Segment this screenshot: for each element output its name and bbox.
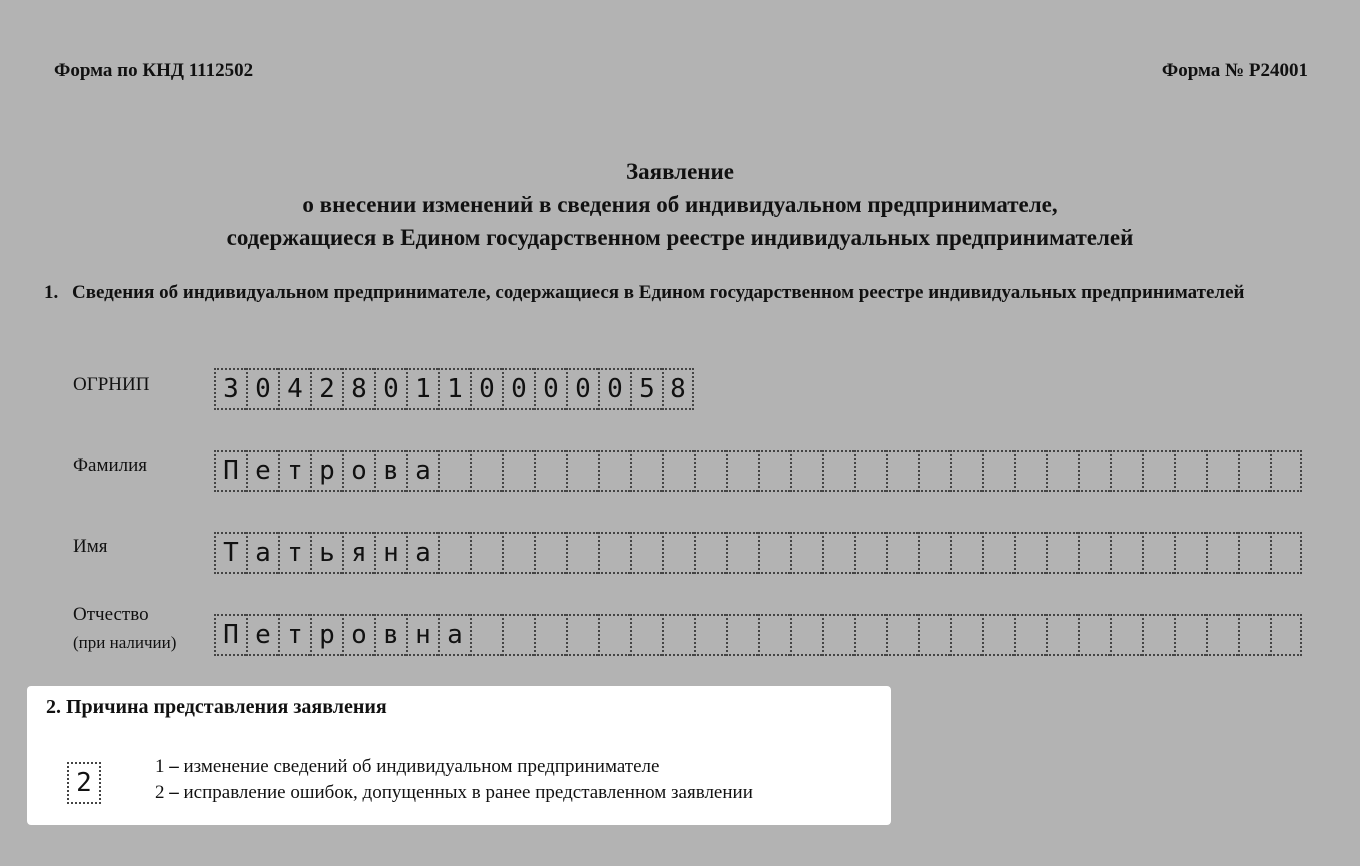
surname-char-cell[interactable] xyxy=(758,450,790,492)
form-knd-code: Форма по КНД 1112502 xyxy=(54,60,254,81)
name-char-cell[interactable] xyxy=(918,532,950,574)
surname-char-cell[interactable] xyxy=(1174,450,1206,492)
form-number: Форма № Р24001 xyxy=(1161,60,1308,81)
surname-char-cell[interactable] xyxy=(1238,450,1270,492)
ogrnip-char-cell[interactable]: 8 xyxy=(662,368,694,410)
patronymic-char-cell[interactable]: о xyxy=(342,614,374,656)
ogrnip-label: ОГРНИП xyxy=(73,374,150,395)
name-char-cell[interactable]: я xyxy=(342,532,374,574)
name-char-cell[interactable]: н xyxy=(374,532,406,574)
surname-char-cell[interactable] xyxy=(1270,450,1302,492)
name-char-cell[interactable] xyxy=(950,532,982,574)
patronymic-char-cell[interactable] xyxy=(694,614,726,656)
name-char-cell[interactable]: Т xyxy=(214,532,246,574)
patronymic-char-cell[interactable] xyxy=(566,614,598,656)
reason-option-1 xyxy=(155,756,659,778)
ogrnip-char-cell[interactable]: 8 xyxy=(342,368,374,410)
patronymic-char-cell[interactable] xyxy=(822,614,854,656)
surname-char-cell[interactable]: е xyxy=(246,450,278,492)
surname-char-cell[interactable] xyxy=(630,450,662,492)
ogrnip-char-cell[interactable]: 0 xyxy=(598,368,630,410)
reason-code-cell[interactable]: 2 xyxy=(67,762,101,804)
ogrnip-char-cell[interactable]: 0 xyxy=(246,368,278,410)
surname-char-cell[interactable] xyxy=(438,450,470,492)
ogrnip-char-cell[interactable]: 4 xyxy=(278,368,310,410)
name-char-cell[interactable] xyxy=(470,532,502,574)
patronymic-char-cell[interactable]: н xyxy=(406,614,438,656)
name-char-cell[interactable] xyxy=(1238,532,1270,574)
name-char-cell[interactable] xyxy=(1078,532,1110,574)
name-char-cell[interactable] xyxy=(886,532,918,574)
surname-char-cell[interactable] xyxy=(534,450,566,492)
patronymic-char-cell[interactable] xyxy=(950,614,982,656)
patronymic-char-cell[interactable] xyxy=(918,614,950,656)
name-char-cell[interactable] xyxy=(662,532,694,574)
surname-char-cell[interactable] xyxy=(502,450,534,492)
patronymic-char-cell[interactable] xyxy=(1046,614,1078,656)
patronymic-char-cell[interactable] xyxy=(886,614,918,656)
ogrnip-char-cell[interactable]: 0 xyxy=(374,368,406,410)
surname-char-cell[interactable] xyxy=(1110,450,1142,492)
surname-char-cell[interactable] xyxy=(470,450,502,492)
ogrnip-char-cell[interactable]: 0 xyxy=(534,368,566,410)
document-subtitle-line-2: содержащиеся в Едином государственном реестре индивидуальных предпринимателей xyxy=(226,225,1134,250)
ogrnip-char-cell[interactable]: 0 xyxy=(502,368,534,410)
surname-char-cell[interactable]: П xyxy=(214,450,246,492)
surname-char-cell[interactable] xyxy=(1078,450,1110,492)
patronymic-label: Отчество xyxy=(73,604,149,625)
patronymic-char-cell[interactable]: П xyxy=(214,614,246,656)
patronymic-char-cell[interactable] xyxy=(1238,614,1270,656)
surname-char-cell[interactable] xyxy=(1142,450,1174,492)
ogrnip-char-cell[interactable]: 0 xyxy=(470,368,502,410)
reason-option-1-dash: – xyxy=(164,756,184,777)
ogrnip-char-cell[interactable]: 2 xyxy=(310,368,342,410)
surname-label: Фамилия xyxy=(73,455,148,476)
surname-char-cell[interactable]: в xyxy=(374,450,406,492)
ogrnip-char-cell[interactable]: 0 xyxy=(566,368,598,410)
surname-char-cell[interactable] xyxy=(726,450,758,492)
name-char-cell[interactable] xyxy=(1142,532,1174,574)
name-char-cell[interactable] xyxy=(758,532,790,574)
section-1-number: 1. xyxy=(44,282,59,303)
patronymic-field[interactable] xyxy=(214,614,1302,656)
section-1-heading xyxy=(44,280,1308,306)
name-char-cell[interactable] xyxy=(982,532,1014,574)
surname-char-cell[interactable] xyxy=(822,450,854,492)
patronymic-char-cell[interactable] xyxy=(790,614,822,656)
ogrnip-char-cell[interactable]: 1 xyxy=(406,368,438,410)
name-char-cell[interactable]: т xyxy=(278,532,310,574)
reason-option-1-text: изменение сведений об индивидуальном предпринимателе xyxy=(183,756,660,777)
name-char-cell[interactable] xyxy=(534,532,566,574)
ogrnip-char-cell[interactable]: 3 xyxy=(214,368,246,410)
name-char-cell[interactable]: а xyxy=(406,532,438,574)
document-title: Заявление xyxy=(625,159,735,184)
patronymic-char-cell[interactable] xyxy=(1078,614,1110,656)
surname-field[interactable] xyxy=(214,450,1302,492)
patronymic-char-cell[interactable] xyxy=(982,614,1014,656)
surname-char-cell[interactable] xyxy=(598,450,630,492)
patronymic-char-cell[interactable] xyxy=(1014,614,1046,656)
patronymic-char-cell[interactable] xyxy=(1270,614,1302,656)
ogrnip-field[interactable] xyxy=(214,368,694,410)
name-char-cell[interactable] xyxy=(822,532,854,574)
patronymic-char-cell[interactable]: т xyxy=(278,614,310,656)
surname-char-cell[interactable] xyxy=(1046,450,1078,492)
reason-code-field[interactable] xyxy=(67,762,101,804)
name-char-cell[interactable] xyxy=(854,532,886,574)
reason-option-2-code: 2 xyxy=(155,782,165,803)
patronymic-char-cell[interactable]: е xyxy=(246,614,278,656)
patronymic-char-cell[interactable] xyxy=(662,614,694,656)
surname-char-cell[interactable] xyxy=(950,450,982,492)
patronymic-char-cell[interactable] xyxy=(1142,614,1174,656)
surname-char-cell[interactable] xyxy=(694,450,726,492)
reason-option-2-text: исправление ошибок, допущенных в ранее представленном заявлении xyxy=(183,782,753,803)
patronymic-char-cell[interactable] xyxy=(1110,614,1142,656)
ogrnip-char-cell[interactable]: 5 xyxy=(630,368,662,410)
patronymic-char-cell[interactable] xyxy=(470,614,502,656)
patronymic-char-cell[interactable] xyxy=(1206,614,1238,656)
patronymic-char-cell[interactable] xyxy=(1174,614,1206,656)
name-field[interactable] xyxy=(214,532,1302,574)
reason-option-2-dash: – xyxy=(164,782,184,803)
name-char-cell[interactable] xyxy=(1174,532,1206,574)
patronymic-char-cell[interactable] xyxy=(502,614,534,656)
patronymic-char-cell[interactable] xyxy=(854,614,886,656)
surname-char-cell[interactable] xyxy=(982,450,1014,492)
name-char-cell[interactable] xyxy=(438,532,470,574)
name-char-cell[interactable] xyxy=(1014,532,1046,574)
patronymic-char-cell[interactable] xyxy=(630,614,662,656)
name-char-cell[interactable] xyxy=(1046,532,1078,574)
name-char-cell[interactable]: ь xyxy=(310,532,342,574)
name-char-cell[interactable] xyxy=(566,532,598,574)
name-char-cell[interactable] xyxy=(694,532,726,574)
surname-char-cell[interactable] xyxy=(662,450,694,492)
name-char-cell[interactable] xyxy=(790,532,822,574)
surname-char-cell[interactable] xyxy=(886,450,918,492)
patronymic-char-cell[interactable] xyxy=(758,614,790,656)
reason-option-1-code: 1 xyxy=(155,756,165,777)
surname-char-cell[interactable] xyxy=(566,450,598,492)
surname-char-cell[interactable] xyxy=(918,450,950,492)
document-subtitle-line-1: о внесении изменений в сведения об индивидуальном предпринимателе, xyxy=(302,192,1058,217)
patronymic-char-cell[interactable]: а xyxy=(438,614,470,656)
surname-char-cell[interactable]: о xyxy=(342,450,374,492)
surname-char-cell[interactable]: т xyxy=(278,450,310,492)
surname-char-cell[interactable]: р xyxy=(310,450,342,492)
surname-char-cell[interactable] xyxy=(1014,450,1046,492)
surname-char-cell[interactable] xyxy=(1206,450,1238,492)
section-2-heading: 2. Причина представления заявления xyxy=(46,696,387,718)
name-char-cell[interactable]: а xyxy=(246,532,278,574)
name-char-cell[interactable] xyxy=(502,532,534,574)
surname-char-cell[interactable]: а xyxy=(406,450,438,492)
patronymic-char-cell[interactable] xyxy=(598,614,630,656)
ogrnip-char-cell[interactable]: 1 xyxy=(438,368,470,410)
name-char-cell[interactable] xyxy=(1206,532,1238,574)
name-char-cell[interactable] xyxy=(598,532,630,574)
patronymic-char-cell[interactable] xyxy=(726,614,758,656)
name-char-cell[interactable] xyxy=(1270,532,1302,574)
patronymic-char-cell[interactable] xyxy=(534,614,566,656)
name-char-cell[interactable] xyxy=(1110,532,1142,574)
patronymic-char-cell[interactable]: в xyxy=(374,614,406,656)
name-char-cell[interactable] xyxy=(630,532,662,574)
patronymic-char-cell[interactable]: р xyxy=(310,614,342,656)
section-1-title: Сведения об индивидуальном предпринимателе, содержащиеся в Едином государственном реестре индивидуальных предпринимателей xyxy=(72,282,1245,303)
name-label: Имя xyxy=(73,536,108,557)
reason-option-2 xyxy=(155,782,753,804)
section-2-panel xyxy=(27,686,891,825)
patronymic-sublabel: (при наличии) xyxy=(73,633,177,652)
surname-char-cell[interactable] xyxy=(790,450,822,492)
surname-char-cell[interactable] xyxy=(854,450,886,492)
name-char-cell[interactable] xyxy=(726,532,758,574)
